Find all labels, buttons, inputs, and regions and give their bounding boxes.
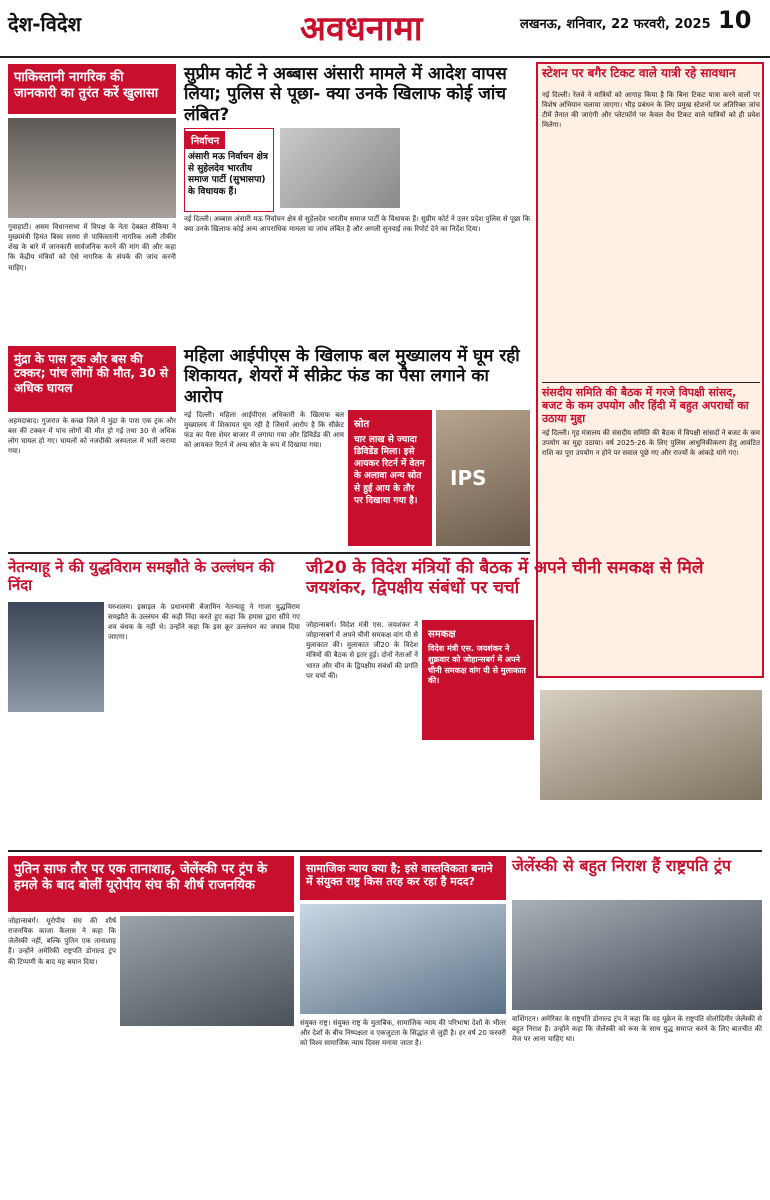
- source-kicker: स्रोत: [354, 419, 370, 430]
- headline-sc: सुप्रीम कोर्ट ने अब्बास अंसारी मामले में आदेश वापस लिया; पुलिस से पूछा- क्या उनके खिलाफ कोई जांच लंबित?: [184, 64, 507, 125]
- body-train: नई दिल्ली। रेलवे ने यात्रियों को आगाह किया है कि बिना टिकट यात्रा करने वालों पर विशेष अभियान चलाया जाएगा। भीड़ प्रबंधन के लिए प्रमुख स्टेशनों पर अतिरिक्त जांच टीमें तैनात की जाएंगी और प्लेटफॉर्म पर केवल वैध टिकट वाले यात्रियों को ही प्रवेश मिलेगा।: [542, 91, 760, 130]
- body-sc: नई दिल्ली। अब्बास अंसारी मऊ निर्वाचन क्षेत्र से सुहेलदेव भारतीय समाज पार्टी के विधायक हैं। सुप्रीम कोर्ट ने उत्तर प्रदेश पुलिस से पूछा कि क्या उनके खिलाफ कोई अन्य आपराधिक मामला या जांच लंबित है और अगली सुनवाई तक रिपोर्ट देने का निर्देश दिया।: [184, 215, 530, 234]
- g20-kicker: समकक्ष: [428, 629, 456, 640]
- photo-justice: [300, 904, 506, 1014]
- body-netanyahu: यरुशलम। इस्राइल के प्रधानमंत्री बेंजामिन नेतन्याहू ने गाजा युद्धविराम समझौते के उल्लंघन की कड़ी निंदा करते हुए कहा कि हमास द्वारा सौंपे गए शव बंधक के नहीं थे। उन्होंने कहा कि इस क्रूर उल्लंघन का जवाब दिया जाएगा।: [108, 603, 300, 642]
- photo-g20: [540, 690, 762, 800]
- headline-pakistan: पाकिस्तानी नागरिक की जानकारी का तुरंत करें खुलासा: [8, 64, 176, 114]
- photo-netanyahu: [8, 602, 104, 712]
- headline-ips: महिला आईपीएस के खिलाफ बल मुख्यालय में घूम रही शिकायत, शेयरों में सीक्रेट फंड का पैसा लगाने का आरोप: [184, 346, 520, 407]
- page-number: 10: [718, 6, 752, 34]
- inset-text: अंसारी मऊ निर्वाचन क्षेत्र से सुहेलदेव भारतीय समाज पार्टी (सुभासपा) के विधायक हैं।: [188, 152, 268, 198]
- newspaper-logo: अवधनामा: [300, 9, 423, 49]
- g20-box: [422, 620, 534, 740]
- divider: [8, 850, 762, 852]
- headline-g20: जी20 के विदेश मंत्रियों की बैठक में अपने चीनी समकक्ष से मिले जयशंकर, द्विपक्षीय संबंधों पर चर्चा: [306, 558, 704, 599]
- photo-pakistan: [8, 118, 176, 218]
- section-title: देश-विदेश: [8, 12, 82, 36]
- headline-parliament: संसदीय समिति की बैठक में गरजे विपक्षी सांसद, बजट के कम उपयोग और हिंदी में बहुत अपराधों का उठाया मुद्दा: [542, 386, 749, 426]
- ips-photo-label: IPS: [450, 466, 487, 490]
- inset-kicker: निर्वाचन: [185, 131, 225, 149]
- headline-putin: पुतिन साफ तौर पर एक तानाशाह, जेलेंस्की पर ट्रंप के हमले के बाद बोलीं यूरोपीय संघ की शीर्ष राजनयिक: [8, 856, 294, 912]
- g20-box-text: विदेश मंत्री एस. जयशंकर ने शुक्रवार को जोहान्सबर्ग में अपने चीनी समकक्ष वांग यी से मुलाकात की।: [428, 644, 526, 686]
- dateline: लखनऊ, शनिवार, 22 फरवरी, 2025: [520, 17, 711, 32]
- source-text: चार लाख से ज्यादा डिविडेंड मिला। इसे आयकर रिटर्न में वेतन के अलावा अन्य स्रोत से हुई आय के तौर पर दिखाया गया है।: [354, 435, 425, 506]
- body-bus: अहमदाबाद। गुजरात के कच्छ जिले में मुंद्रा के पास एक ट्रक और बस की टक्कर में पांच लोगों की मौत हो गई तथा 30 से अधिक लोग घायल हो गए। घायलों को नजदीकी अस्पताल में भर्ती कराया गया।: [8, 417, 176, 456]
- headline-trump: जेलेंस्की से बहुत निराश हैं राष्ट्रपति ट्रंप: [512, 856, 731, 875]
- body-parliament: नई दिल्ली। गृह मंत्रालय की संसदीय समिति की बैठक में विपक्षी सांसदों ने बजट के कम उपयोग का मुद्दा उठाया। वर्ष 2025-26 के लिए पुलिस आधुनिकीकरण हेतु आवंटित राशि का पूरा उपयोग न होने पर सवाल पूछे गए और राज्यों के आंकड़े मांगे गए।: [542, 429, 760, 458]
- body-pakistan: गुवाहाटी। असम विधानसभा में विपक्ष के नेता देबब्रत सैकिया ने मुख्यमंत्री हिमंत बिस्व सरमा से पाकिस्तानी नागरिक अली तौकीर शेख के बारे में जानकारी सार्वजनिक करने की मांग की और कहा कि केंद्रीय मंत्रियों को ऐसे नागरिक के संपर्क की जांच करनी चाहिए।: [8, 223, 176, 272]
- body-ips: नई दिल्ली। महिला आईपीएस अधिकारी के खिलाफ बल मुख्यालय में शिकायत घूम रही है जिसमें आरोप है कि सीक्रेट फंड का पैसा शेयर बाजार में लगाया गया और डिविडेंड की आय को आयकर रिटर्न में अन्य स्रोत के रूप में दिखाया गया।: [184, 411, 344, 450]
- source-box: [348, 410, 432, 546]
- photo-supreme-court: [280, 128, 400, 208]
- headline-bus: मुंद्रा के पास ट्रक और बस की टक्कर; पांच लोगों की मौत, 30 से अधिक घायल: [8, 346, 176, 412]
- divider: [542, 382, 760, 383]
- masthead: [0, 0, 770, 58]
- body-justice: संयुक्त राष्ट्र। संयुक्त राष्ट्र के मुताबिक, सामाजिक न्याय की परिभाषा देशों के भीतर और देशों के बीच निष्पक्षता व एकजुटता के सिद्धांत से जुड़ी है। हर वर्ष 20 फरवरी को विश्व सामाजिक न्याय दिवस मनाया जाता है।: [300, 1019, 506, 1048]
- headline-train: स्टेशन पर बगैर टिकट वाले यात्री रहे सावधान: [542, 66, 736, 80]
- divider: [8, 552, 530, 554]
- photo-ips: [436, 410, 530, 546]
- body-putin: जोहान्सबर्ग। यूरोपीय संघ की शीर्ष राजनयिक काजा कैलास ने कहा कि जेलेंस्की नहीं, बल्कि पुतिन एक तानाशाह हैं। उन्होंने अमेरिकी राष्ट्रपति डोनाल्ड ट्रंप की टिप्पणी के बाद यह बयान दिया।: [8, 917, 116, 966]
- photo-trump: [512, 900, 762, 1010]
- body-g20: जोहान्सबर्ग। विदेश मंत्री एस. जयशंकर ने जोहान्सबर्ग में अपने चीनी समकक्ष वांग यी से मुलाकात की। मुलाकात जी20 के विदेश मंत्रियों की बैठक से इतर हुई। दोनों नेताओं ने भारत और चीन के द्विपक्षीय संबंधों की प्रगति पर चर्चा की।: [306, 621, 418, 680]
- headline-netanyahu: नेतन्याहू ने की युद्धविराम समझौते के उल्लंघन की निंदा: [8, 558, 275, 594]
- body-trump: वाशिंगटन। अमेरिका के राष्ट्रपति डोनाल्ड ट्रंप ने कहा कि वह यूक्रेन के राष्ट्रपति वोलोदिमीर जेलेंस्की से बहुत निराश हैं। उन्होंने कहा कि जेलेंस्की को रूस के साथ युद्ध समाप्त करने के लिए बातचीत की मेज पर आना चाहिए था।: [512, 1015, 762, 1044]
- headline-justice: सामाजिक न्याय क्या है; इसे वास्तविकता बनाने में संयुक्त राष्ट्र किस तरह कर रहा है मदद?: [300, 856, 506, 900]
- photo-putin: [120, 916, 294, 1026]
- inset-sc: [184, 128, 274, 212]
